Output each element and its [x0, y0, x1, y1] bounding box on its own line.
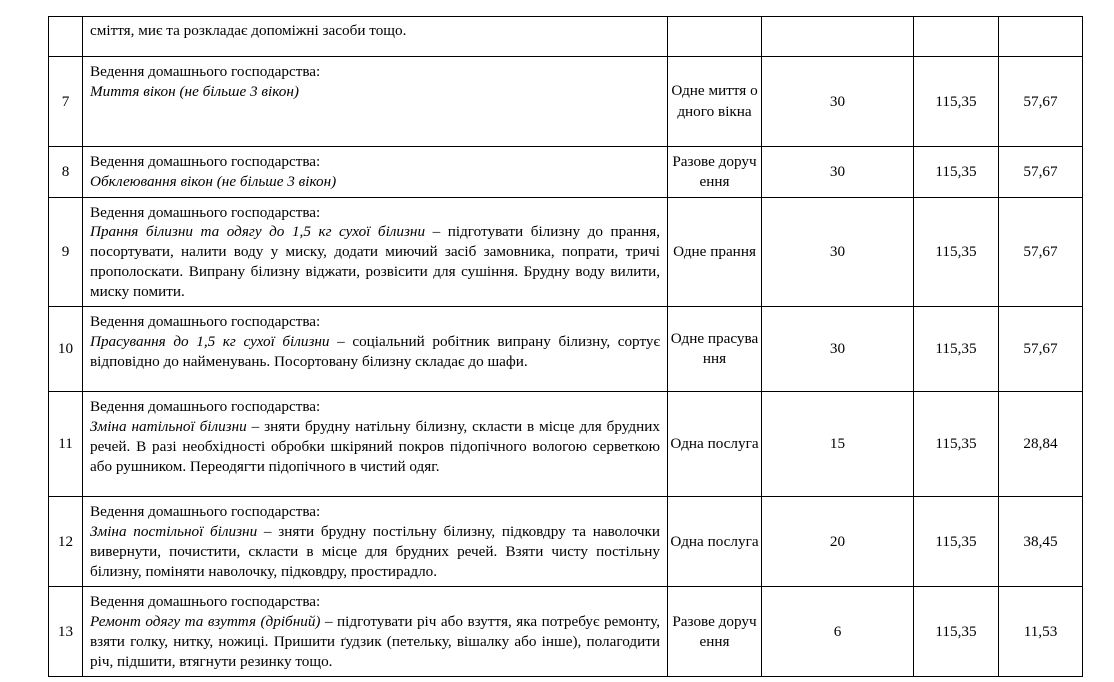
- row-sum: 57,67: [999, 147, 1083, 198]
- description-emphasis: Зміна натільної білизни: [90, 418, 247, 435]
- row-description: [83, 57, 668, 147]
- description-lead: Ведення домашнього господарства:: [90, 63, 321, 80]
- row-quantity: 30: [762, 307, 914, 392]
- table-row: [49, 17, 1083, 57]
- row-description: [83, 17, 668, 57]
- row-sum: 57,67: [999, 307, 1083, 392]
- description-body: [90, 222, 660, 301]
- row-unit: Одна послуга: [668, 497, 762, 587]
- row-description: [83, 307, 668, 392]
- row-sum: [999, 17, 1083, 57]
- row-sum: 57,67: [999, 57, 1083, 147]
- description-emphasis: Прання білизни та одягу до 1,5 кг сухої білизни: [90, 223, 426, 241]
- row-unit: Разове доручення: [668, 147, 762, 198]
- row-unit: Разове доручення: [668, 587, 762, 677]
- row-quantity: 30: [762, 147, 914, 198]
- table-body: [49, 17, 1083, 677]
- row-unit: Одне миття одного вікна: [668, 57, 762, 147]
- description-lead: Ведення домашнього господарства:: [90, 398, 321, 416]
- row-sum: 28,84: [999, 392, 1083, 497]
- row-price: [914, 17, 999, 57]
- row-description: [83, 147, 668, 198]
- description-rest: – зняти брудну постільну білизну, підковдру та наволочки вивернути, почистити, скласти в місце для брудних речей. Взяти чисту постільну білизну, поміняти наволочку, підковдру, простирадло.: [90, 523, 660, 580]
- row-quantity: 6: [762, 587, 914, 677]
- description-body: [90, 82, 660, 102]
- row-number: 8: [49, 147, 83, 198]
- row-price: 115,35: [914, 147, 999, 198]
- row-unit: Одне прасування: [668, 307, 762, 392]
- table-row: [49, 587, 1083, 677]
- row-quantity: [762, 17, 914, 57]
- row-unit: Одне прання: [668, 197, 762, 307]
- row-number: 7: [49, 57, 83, 147]
- table-row: [49, 197, 1083, 307]
- row-number: 12: [49, 497, 83, 587]
- row-price: 115,35: [914, 197, 999, 307]
- table-row: [49, 307, 1083, 392]
- row-description: [83, 392, 668, 497]
- table-row: [49, 57, 1083, 147]
- row-number: 11: [49, 392, 83, 497]
- description-emphasis: Зміна постільної білизни: [90, 523, 258, 540]
- row-number: 13: [49, 587, 83, 677]
- row-sum: 38,45: [999, 497, 1083, 587]
- row-price: 115,35: [914, 307, 999, 392]
- row-description: [83, 587, 668, 677]
- table-row: [49, 147, 1083, 198]
- row-quantity: 15: [762, 392, 914, 497]
- description-emphasis: Ремонт одягу та взуття (дрібний): [90, 613, 321, 630]
- row-unit: [668, 17, 762, 57]
- description-lead: Ведення домашнього господарства:: [90, 593, 321, 611]
- description-emphasis: Миття вікон (не більше 3 вікон): [90, 82, 299, 100]
- description-rest: – зняти брудну натільну білизну, скласти в місце для брудних речей. В разі необхідності обробки шкіряний покров підопічного вологою серветкою або рушником. Переодягти підопічного в чистий одяг.: [90, 418, 660, 475]
- description-body: [90, 417, 660, 476]
- row-number: 9: [49, 197, 83, 307]
- description-emphasis: Обклеювання вікон (не більше 3 вікон): [90, 172, 337, 190]
- row-sum: 57,67: [999, 197, 1083, 307]
- row-price: 115,35: [914, 497, 999, 587]
- row-sum: 11,53: [999, 587, 1083, 677]
- row-price: 115,35: [914, 587, 999, 677]
- table-row: [49, 392, 1083, 497]
- row-price: 115,35: [914, 392, 999, 497]
- row-description: [83, 197, 668, 307]
- row-quantity: 30: [762, 197, 914, 307]
- description-body: [90, 332, 660, 372]
- description-lead: Ведення домашнього господарства:: [90, 153, 321, 170]
- row-price: 115,35: [914, 57, 999, 147]
- description-rest: – соціальний робітник випрану білизну, сортує відповідно до найменувань. Посортовану білизну складає до шафи.: [90, 333, 660, 370]
- row-quantity: 30: [762, 57, 914, 147]
- description-body: [90, 612, 660, 671]
- row-quantity: 20: [762, 497, 914, 587]
- description-body: сміття, миє та розкладає допоміжні засоби тощо.: [90, 22, 407, 39]
- row-unit: Одна послуга: [668, 392, 762, 497]
- description-rest: – підготувати річ або взуття, яка потребує ремонту, взяти голку, нитку, ножиці. Пришити ґудзик (петельку, вішалку або інше), полагодити річ, підшити, втягнути резинку тощо.: [90, 613, 660, 670]
- description-lead: Ведення домашнього господарства:: [90, 503, 321, 521]
- description-body: [90, 522, 660, 581]
- description-rest: – підготувати білизну до прання, посортувати, налити воду у миску, додати миючий засіб замовника, попрати, тричі прополоскати. Випрану білизну віджати, розвісити для сушіння. Брудну воду вилити, миску помити.: [90, 223, 660, 300]
- row-number: 10: [49, 307, 83, 392]
- description-lead: Ведення домашнього господарства:: [90, 203, 321, 221]
- row-description: [83, 497, 668, 587]
- description-body: [90, 172, 660, 192]
- row-number: [49, 17, 83, 57]
- table-row: [49, 497, 1083, 587]
- services-table: [48, 16, 1083, 677]
- description-lead: Ведення домашнього господарства:: [90, 313, 321, 331]
- description-emphasis: Прасування до 1,5 кг сухої білизни: [90, 333, 330, 350]
